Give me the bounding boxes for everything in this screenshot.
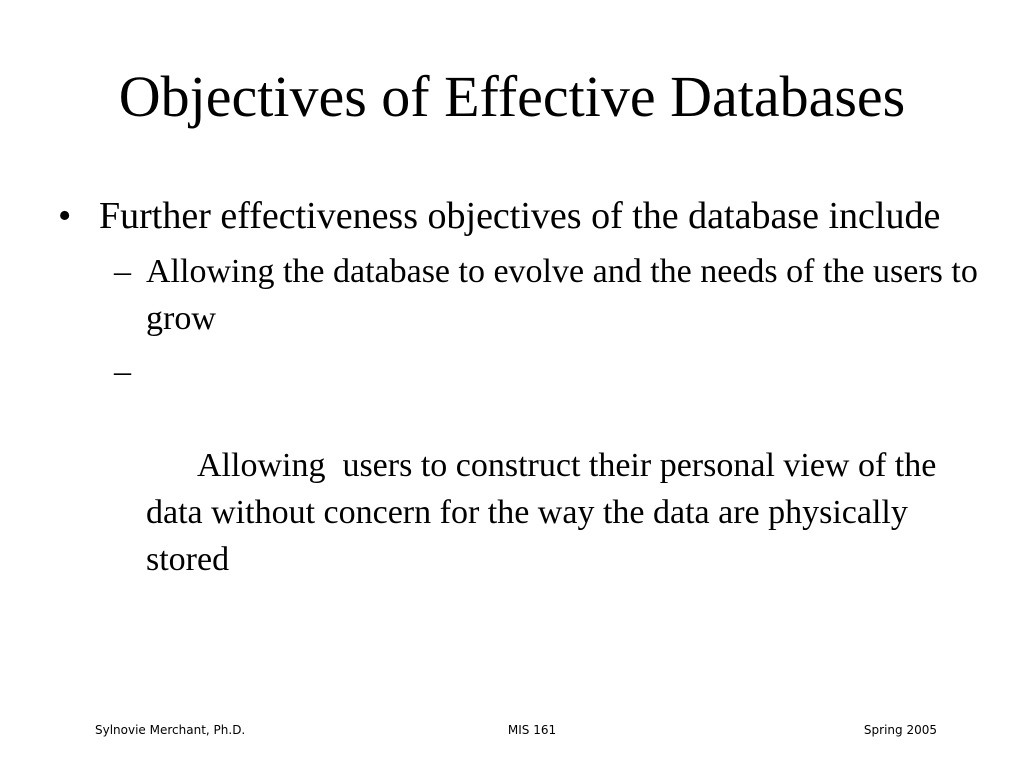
footer-course: MIS 161 bbox=[507, 723, 557, 737]
bullet-text: Further effectiveness objectives of the database include bbox=[99, 195, 941, 237]
sub-bullet-marker: – bbox=[114, 253, 131, 290]
sub-bullet-text: Allowing the database to evolve and the needs of the users to grow bbox=[146, 253, 978, 337]
slide-title: Objectives of Effective Databases bbox=[118, 64, 906, 129]
sub-bullet-item bbox=[58, 248, 978, 342]
slide-body bbox=[58, 190, 978, 636]
sub-bullet-marker: – bbox=[114, 353, 131, 390]
sub-bullet-text: Allowing users to construct their personal view of the data without concern for the way the data are physically stored bbox=[146, 447, 945, 578]
footer-author: Sylnovie Merchant, Ph.D. bbox=[95, 723, 246, 737]
bullet-marker: • bbox=[58, 195, 72, 237]
footer-term: Spring 2005 bbox=[863, 723, 937, 737]
sub-bullet-item bbox=[58, 348, 978, 630]
bullet-item bbox=[58, 190, 978, 242]
